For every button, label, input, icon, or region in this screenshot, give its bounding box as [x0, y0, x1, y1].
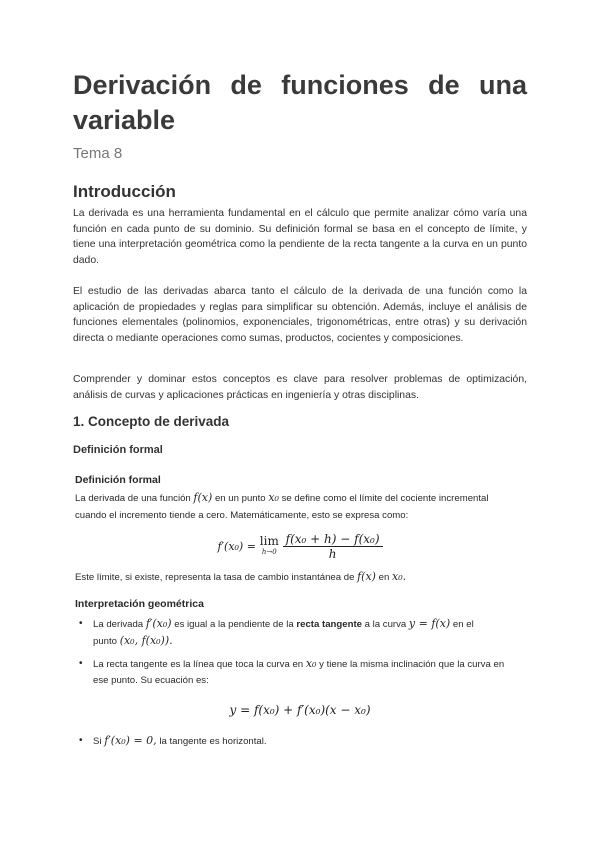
intro-paragraph-1: La derivada es una herramienta fundamental en el cálculo que permite analizar cómo varía una función en cada punto de su dominio. Su definición formal se basa en el concepto de límite, y tiene una interpretación geométrica como la pendiente de la recta tangente a la curva en un punto dado. [73, 208, 527, 266]
tangent-equation: y = f(x₀) + f′(x₀)(x − x₀) [229, 703, 371, 717]
intro-paragraph-2: El estudio de las derivadas abarca tanto el cálculo de la derivada de una función como la aplicación de propiedades y reglas para simplificar su obtención. Además, incluye el análisis de funciones elementales (polinomios, exponenciales, trigonométricas, entre otras) y su derivación directa o mediante operaciones como sumas, productos, cocientes y composiciones. [73, 286, 527, 344]
bullet-1: • [79, 618, 83, 629]
document-title: Derivación de funciones de una variable [73, 70, 527, 135]
shot-def-text-line2: cuando el incremento tiende a cero. Matemáticamente, esto se expresa como: [75, 510, 409, 521]
shot-limit-explanation: Este límite, si existe, representa la tasa de cambio instantánea de f(x) en x₀. [75, 570, 407, 583]
derivative-formula: f′(x₀) = lim h→0 $\frac{\text{f(x₀ + h) − f(x₀)}}{h}$ [73, 532, 527, 561]
document-subtitle: Tema 8 [73, 145, 123, 162]
intro-paragraph-3: Comprender y dominar estos conceptos es clave para resolver problemas de optimización, análisis de curvas y aplicaciones prácticas en ingeniería y otras disciplinas. [73, 374, 527, 401]
shot-def-text-line1: La derivada de una función f(x) en un punto x₀ se define como el límite del cociente incremental [75, 491, 489, 504]
bullet-item-2: La recta tangente es la línea que toca la curva en x₀ y tiene la misma inclinación que la curva en ese punto. Su ecuación es: [93, 657, 505, 686]
embedded-screenshot [73, 468, 527, 758]
bullet-2: • [79, 658, 83, 669]
subsection-heading-formal: Definición formal [73, 444, 163, 456]
section-heading-concept: 1. Concepto de derivada [73, 414, 230, 429]
bullet-item-3: Si f′(x₀) = 0, la tangente es horizontal. [93, 734, 267, 747]
bullet-3: • [79, 735, 83, 746]
math-fx: f(x) [193, 491, 213, 504]
shot-geo-heading: Interpretación geométrica [75, 598, 204, 610]
intro-heading: Introducción [73, 182, 176, 201]
math-x0: x₀ [268, 491, 279, 504]
bullet-item-1: La derivada f′(x₀) es igual a la pendiente de la recta tangente a la curva y = f(x) en el punto (x₀, f(x₀)). [93, 617, 474, 647]
shot-def-heading: Definición formal [75, 474, 161, 486]
